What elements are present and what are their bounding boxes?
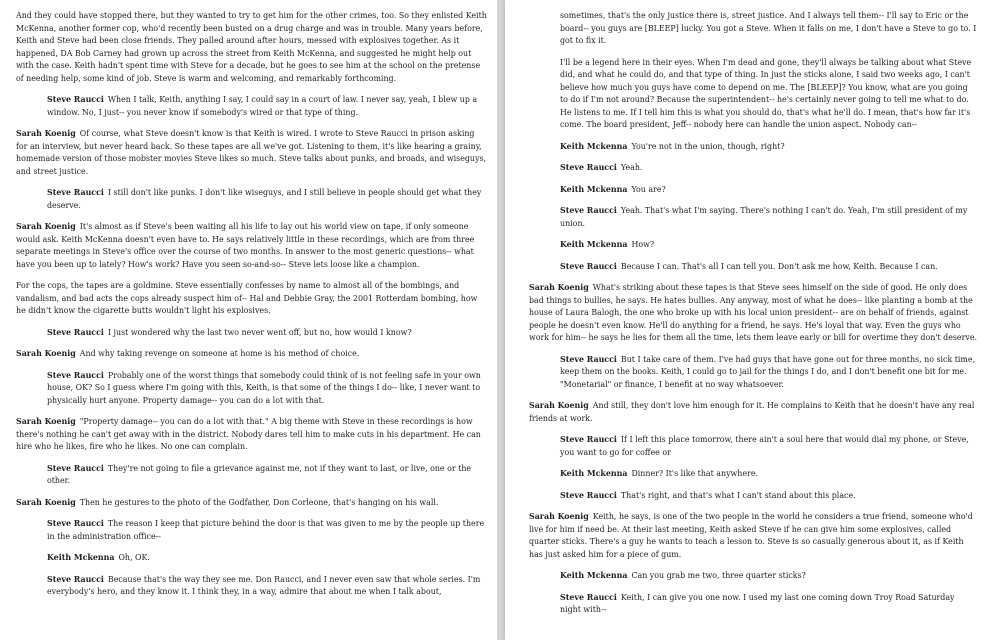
speaker-name: Keith Mckenna: [560, 240, 628, 249]
left-page: [0, 0, 497, 640]
paragraph-text: But I take care of them. I've had guys that have gone out for three months, no sick time, keep them on the books. Keith, I could go to jail for the things I do, and I don't benefit one bit for me. "Monetarial" or finance, I benefit at no way whatsoever.: [560, 354, 976, 389]
paragraph-text: Probably one of the worst things that somebody could think of is not feeling safe in your own house, OK? So I guess where I'm going with this, Keith, is that some of the things I do-- like, I never want to physically hurt anyone. Property damage-- you can do a lot with that.: [47, 370, 481, 405]
paragraph-text: What's striking about these tapes is that Steve sees himself on the side of good. He only does bad things to bullies, he says. He hates bullies. Any anyway, most of what he does-- like planting a bomb at the house of Laura Balogh, the one who broke up with his local union president-- are on behalf of friends, against people he doesn't even know. He'll do anything for a friend, he says. He's loyal that way. Even the guys who work for him-- he says he lies for them all the time, lets them leave early or bill for overtime they don't deserve.: [529, 283, 978, 342]
transcript-line: [16, 94, 487, 119]
paragraph-text: If I left this place tomorrow, there ain't a soul here that would dial my phone, or Steve, you want to go for coffee or: [560, 435, 969, 457]
paragraph-text: I still don't like punks. I don't like wiseguys, and I still believe in people should get what they deserve.: [47, 188, 482, 210]
paragraph-text: They're not going to file a grievance against me, not if they want to last, or live, one or the other.: [47, 463, 472, 485]
transcript-line: [529, 184, 977, 197]
speaker-name: Steve Raucci: [47, 327, 104, 337]
transcript-line: [16, 221, 487, 271]
speaker-name: Steve Raucci: [560, 490, 617, 500]
speaker-name: Sarah Koenig: [529, 283, 589, 292]
paragraph-text: Yeah. That's what I'm saying. There's nothing I can't do. Yeah, I'm still president of my union.: [560, 206, 968, 228]
transcript-line: [16, 128, 487, 178]
speaker-name: Sarah Koenig: [16, 417, 76, 426]
paragraph-text: For the cops, the tapes are a goldmine. Steve essentially confesses by name to almost all of the bombings, and vandalism, and bad acts the cops already suspect him of-- Hal and Debbie Gray, the 2001 Rotterdam bombing, how he didn't know the cigarette butts wouldn't light his explosives.: [16, 281, 478, 315]
transcript-paragraph: [529, 10, 977, 48]
speaker-name: Steve Raucci: [47, 370, 104, 380]
transcript-line: [16, 574, 487, 599]
transcript-line: [529, 261, 977, 274]
transcript-paragraph: [529, 57, 977, 132]
paragraph-text: "Property damage-- you can do a lot with that." A big theme with Steve in these recordings is how there's nothing he can't get away with in the district. Nobody dares tell him to make cuts in his department. He can hire who he likes, fire who he likes. No one can complain.: [16, 417, 481, 451]
paragraph-text: I'll be a legend here in their eyes. When I'm dead and gone, they'll always be talking about what Steve did, and what he could do, and that type of thing. In just the sticks alone, I said two weeks ago, I can't believe how much you guys have come to depend on me. The [BLEEP]? You know, what are you going to do if I'm not around? Because the superintendent-- he's certainly never going to tell me what to do. He listens to me. If I tell him this is what you should do, that's what he'll do. I mean, that's how far it's come. The board president, Jeff-- nobody here can handle the union aspect. Nobody can--: [560, 57, 972, 129]
speaker-name: Steve Raucci: [560, 435, 617, 444]
paragraph-text: Of course, what Steve doesn't know is that Keith is wired. I wrote to Steve Raucci in prison asking for an interview, but never heard back. So these tapes are all we've got. Listening to them, it's like hearing a grainy, homemade version of those mobster movies Steve likes so much. Steve talks about punks, and broads, and wiseguys, and street justice.: [16, 129, 487, 176]
speaker-name: Steve Raucci: [47, 519, 104, 528]
transcript-line: [16, 327, 487, 340]
speaker-name: Sarah Koenig: [16, 129, 76, 138]
transcript-line: [16, 370, 487, 408]
speaker-name: Steve Raucci: [47, 95, 104, 104]
speaker-name: Steve Raucci: [560, 261, 617, 271]
transcript-line: [529, 141, 977, 154]
paragraph-text: How?: [631, 240, 655, 249]
transcript-line: [529, 354, 977, 392]
speaker-name: Steve Raucci: [560, 592, 617, 602]
paragraph-text: It's almost as if Steve's been waiting all his life to lay out his world view on tape, if only someone would ask. Keith McKenna doesn't even have to. He says relatively little in these recordings, which are from three separate meetings in Steve's office over the course of two months. In answer to the most generic questions-- what have you been up to lately? How's work? Have you seen so-and-so-- Steve lets loose like a champion.: [16, 222, 475, 269]
transcript-line: [529, 434, 977, 459]
transcript-line: [529, 592, 977, 617]
page-gutter: [497, 0, 505, 640]
transcript-line: [529, 490, 977, 503]
transcript-line: [529, 239, 977, 252]
transcript-line: [529, 468, 977, 481]
speaker-name: Steve Raucci: [47, 463, 104, 473]
paragraph-text: When I talk, Keith, anything I say, I could say in a court of law. I never say, yeah, I blew up a window. No, I just-- you never know if somebody's wired or that type of thing.: [47, 95, 478, 117]
paragraph-text: And still, they don't love him enough for it. He complains to Keith that he doesn't have any real friends at work.: [529, 401, 975, 423]
paragraph-text: Yeah.: [620, 163, 643, 172]
speaker-name: Steve Raucci: [560, 163, 617, 172]
paragraph-text: That's right, and that's what I can't stand about this place.: [620, 490, 856, 500]
speaker-name: Sarah Koenig: [16, 222, 76, 231]
paragraph-text: Keith, he says, is one of the two people in the world he considers a true friend, someone who'd live for him if need be. At their last meeting, Keith asked Steve if he can give him some explosives, called quarter sticks. There's a guy he wants to teach a lesson to. Steve is so casually generous about it, as if Keith has just asked him for a piece of gum.: [529, 512, 973, 559]
paragraph-text: You are?: [631, 184, 666, 194]
speaker-name: Steve Raucci: [47, 188, 104, 197]
speaker-name: Steve Raucci: [560, 206, 617, 215]
speaker-name: Sarah Koenig: [16, 497, 76, 507]
paragraph-text: And they could have stopped there, but they wanted to try to get him for the other crimes, too. So they enlisted Keith McKenna, another former cop, who'd recently been busted on a drug charge and was in trouble. Many years before, Keith and Steve had been close friends. They palled around after hours, messed with explosives together. As it happened, DA Bob Carney had grown up across the street from Keith McKenna, and suggested he might help out with the case. Keith hadn't spent time with Steve for a decade, but he goes to see him at the school on the pretense of needing help, some kind of job. Steve is warm and welcoming, and remarkably forthcoming.: [16, 11, 487, 83]
right-page: [505, 0, 997, 640]
transcript-line: [16, 497, 487, 510]
paragraph-text: Because that's the way they see me. Don Raucci, and I never even saw that whole series. I'm everybody's hero, and they know it. I think they, in a way, admire that about me when I talk about,: [47, 574, 481, 596]
transcript-line: [529, 162, 977, 175]
paragraph-text: Oh, OK.: [118, 553, 150, 562]
transcript-paragraph: [16, 10, 487, 85]
transcript-line: [16, 552, 487, 565]
transcript-line: [529, 400, 977, 425]
speaker-name: Sarah Koenig: [16, 349, 76, 358]
paragraph-text: Then he gestures to the photo of the Godfather, Don Corleone, that's hanging on his wall.: [79, 497, 439, 507]
paragraph-text: Keith, I can give you one now. I used my last one coming down Troy Road Saturday night with--: [560, 592, 955, 614]
transcript-line: [16, 518, 487, 543]
transcript-line: [16, 348, 487, 361]
speaker-name: Sarah Koenig: [529, 401, 589, 410]
paragraph-text: You're not in the union, though, right?: [631, 141, 785, 151]
speaker-name: Keith Mckenna: [560, 571, 628, 580]
transcript-line: [16, 416, 487, 454]
paragraph-text: I just wondered why the last two never went off, but no, how would I know?: [107, 327, 412, 337]
transcript-line: [529, 511, 977, 561]
paragraph-text: sometimes, that's the only justice there is, street justice. And I always tell them-- I'll say to Eric or the board-- you guys are [BLEEP] lucky. You got a Steve. When it falls on me, I don't have a Steve to go to. I got to fix it.: [560, 11, 977, 45]
speaker-name: Steve Raucci: [47, 574, 104, 584]
transcript-line: [529, 570, 977, 583]
speaker-name: Keith Mckenna: [560, 184, 628, 194]
transcript-paragraph: [16, 280, 487, 318]
transcript-line: [529, 282, 977, 345]
paragraph-text: Can you grab me two, three quarter sticks?: [631, 571, 806, 580]
transcript-line: [16, 187, 487, 212]
speaker-name: Keith Mckenna: [47, 553, 115, 562]
paragraph-text: The reason I keep that picture behind the door is that was given to me by the people up there in the administration office--: [47, 519, 485, 541]
paragraph-text: Because I can. That's all I can tell you. Don't ask me how, Keith. Because I can.: [620, 261, 938, 271]
speaker-name: Keith Mckenna: [560, 469, 628, 478]
transcript-line: [529, 205, 977, 230]
speaker-name: Steve Raucci: [560, 354, 617, 364]
paragraph-text: And why taking revenge on someone at home is his method of choice.: [79, 349, 360, 358]
speaker-name: Sarah Koenig: [529, 512, 589, 521]
speaker-name: Keith Mckenna: [560, 141, 628, 151]
transcript-line: [16, 463, 487, 488]
paragraph-text: Dinner? It's like that anywhere.: [631, 469, 759, 478]
